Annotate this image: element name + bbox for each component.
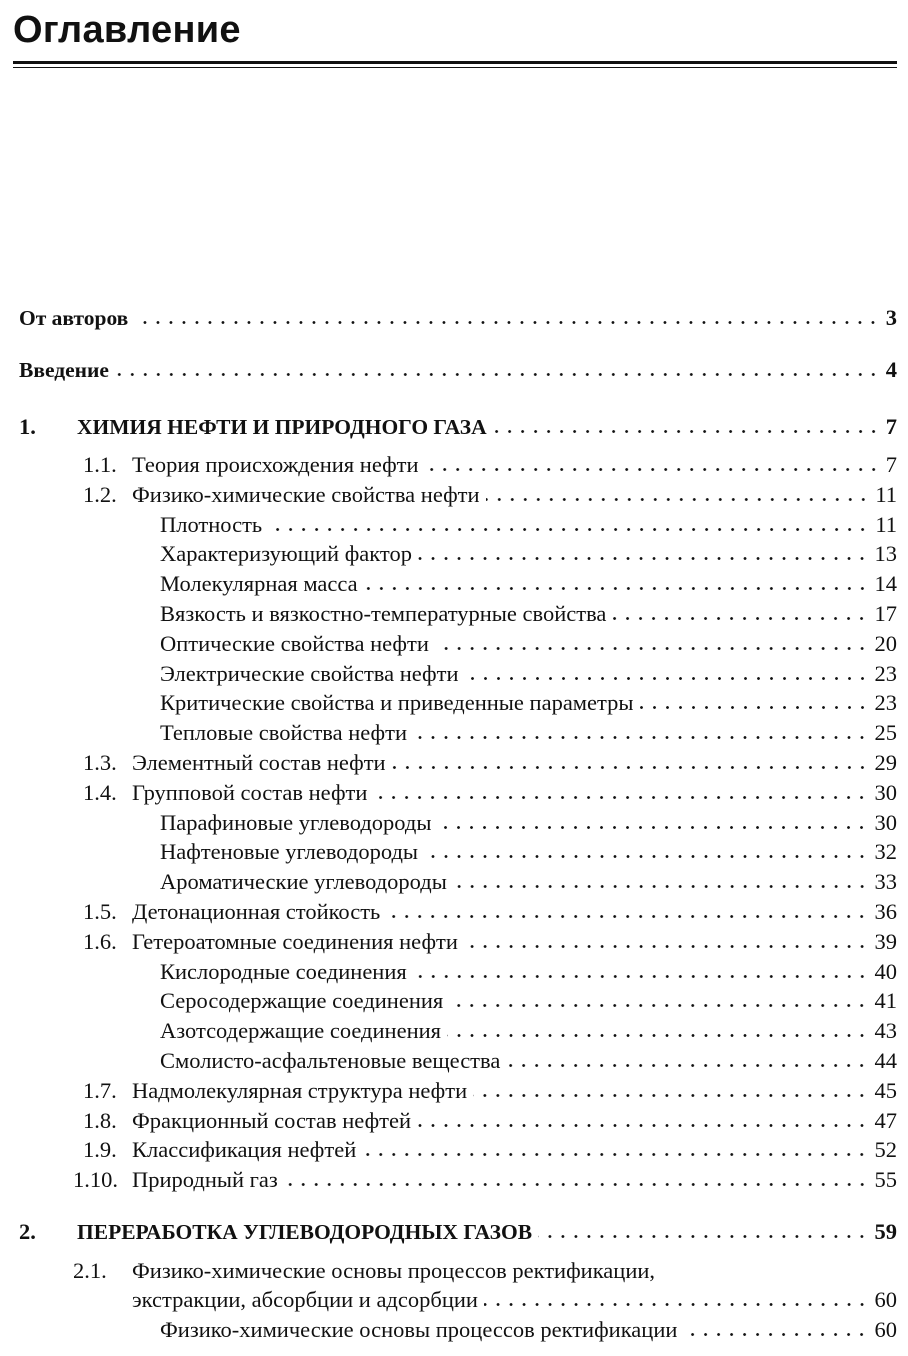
dot-leader <box>465 676 869 681</box>
toc-entry-page: 55 <box>874 1167 897 1192</box>
dot-leader <box>612 616 868 621</box>
dot-leader <box>413 735 868 740</box>
toc-section-1-5[interactable] <box>83 897 897 927</box>
toc-entry-text: Элементный состав нефти <box>132 750 386 775</box>
toc-entry-number: 1.1. <box>83 452 117 477</box>
toc-entry-number: 2.1. <box>73 1258 107 1283</box>
dot-leader <box>134 320 879 325</box>
dot-leader <box>447 1033 869 1038</box>
dot-leader <box>373 795 868 800</box>
dot-leader <box>453 884 869 889</box>
toc-entry-text: Серосодержащие соединения <box>160 988 444 1013</box>
toc-subentry[interactable] <box>160 808 897 838</box>
toc-entry-text: Кислородные соединения <box>160 959 407 984</box>
toc-entry-page: 45 <box>874 1078 897 1103</box>
toc-entry-number: 1.5. <box>83 899 117 924</box>
toc-entry-number: 1.2. <box>83 482 117 507</box>
toc-entry-page: 44 <box>874 1048 897 1073</box>
toc-entry-text: Оптические свойства нефти <box>160 631 429 656</box>
toc-entry-text: Нафтеновые углеводороды <box>160 839 419 864</box>
toc-entry-text: Теория происхождения нефти <box>132 452 419 477</box>
toc-entry-page: 7 <box>885 452 897 477</box>
toc-entry-page: 11 <box>875 512 897 537</box>
toc-subentry[interactable] <box>160 629 897 659</box>
toc-subentry[interactable] <box>160 718 897 748</box>
toc-entry-page: 41 <box>874 988 897 1013</box>
toc-entry-text: экстракции, абсорбции и адсорбции <box>132 1287 478 1312</box>
dot-leader <box>392 765 869 770</box>
toc-subentry[interactable] <box>160 569 897 599</box>
dot-leader <box>413 974 869 979</box>
toc-entry-2-1-line1[interactable] <box>73 1256 897 1286</box>
toc-entry-text: Молекулярная масса <box>160 571 358 596</box>
toc-entry-number: 1.3. <box>83 750 117 775</box>
dot-leader <box>486 497 870 502</box>
dot-leader <box>417 1123 868 1128</box>
toc-entry-text: Классификация нефтей <box>132 1137 357 1162</box>
toc-entry-page: 3 <box>885 305 897 330</box>
chapter-title: ХИМИЯ НЕФТИ И ПРИРОДНОГО ГАЗА <box>77 415 487 439</box>
dot-leader <box>268 527 869 532</box>
toc-entry-page: 43 <box>874 1018 897 1043</box>
toc-chapter-2[interactable] <box>19 1217 897 1247</box>
toc-entry-page: 11 <box>875 482 897 507</box>
dot-leader <box>424 854 868 859</box>
toc-entry-text: Фракционный состав нефтей <box>132 1108 412 1133</box>
dot-leader <box>538 1234 868 1239</box>
chapter-title: ПЕРЕРАБОТКА УГЛЕВОДОРОДНЫХ ГАЗОВ <box>77 1220 533 1244</box>
toc-entry-page: 13 <box>874 541 897 566</box>
toc-entry-number: 1.4. <box>83 780 117 805</box>
toc-entry-text: Электрические свойства нефти <box>160 661 459 686</box>
toc-subentry[interactable] <box>160 867 897 897</box>
toc-subentry[interactable] <box>160 539 897 569</box>
dot-leader <box>464 944 869 949</box>
toc-subentry[interactable] <box>160 510 897 540</box>
toc-entry-page: 14 <box>874 571 897 596</box>
toc-entry-page: 33 <box>874 869 897 894</box>
dot-leader <box>506 1063 868 1068</box>
toc-subentry-2-1-a[interactable] <box>160 1315 897 1345</box>
toc-entry-number: 1.6. <box>83 929 117 954</box>
toc-entry-page: 36 <box>874 899 897 924</box>
dot-leader <box>425 467 880 472</box>
toc-section-1-1[interactable] <box>83 450 897 480</box>
toc-entry-page: 20 <box>874 631 897 656</box>
dot-leader <box>418 556 869 561</box>
toc-entry-page: 25 <box>874 720 897 745</box>
toc-entry-page: 23 <box>874 690 897 715</box>
toc-subentry[interactable] <box>160 1016 897 1046</box>
toc-entry-number: 1.8. <box>83 1108 117 1133</box>
toc-subentry[interactable] <box>160 986 897 1016</box>
dot-leader <box>437 825 868 830</box>
dot-leader <box>362 1152 868 1157</box>
toc-entry-number: 1.7. <box>83 1078 117 1103</box>
toc-entry-text: Групповой состав нефти <box>132 780 368 805</box>
toc-entry-page: 60 <box>874 1287 897 1312</box>
toc-entry-page: 4 <box>885 357 897 382</box>
toc-chapter-1[interactable] <box>19 412 897 442</box>
toc-entry-text: Ароматические углеводороды <box>160 869 447 894</box>
toc-entry-text: Критические свойства и приведенные параметры <box>160 690 634 715</box>
toc-entry-page: 30 <box>874 780 897 805</box>
toc-entry-text: Физико-химические свойства нефти <box>132 482 480 507</box>
toc-entry-page: 47 <box>874 1108 897 1133</box>
toc-entry-page: 29 <box>874 750 897 775</box>
toc-subentry[interactable] <box>160 1046 897 1076</box>
toc-entry-page: 39 <box>874 929 897 954</box>
dot-leader <box>435 646 869 651</box>
dot-leader <box>493 429 880 434</box>
toc-entry-text: Характеризующий фактор <box>160 541 412 566</box>
toc-entry-text: Физико-химические основы процессов ректификации, <box>132 1258 656 1283</box>
toc-entry-2-1-line2[interactable] <box>132 1285 897 1315</box>
dot-leader <box>683 1332 868 1337</box>
dot-leader <box>449 1003 868 1008</box>
toc-subentry[interactable] <box>160 599 897 629</box>
toc-entry-text: Введение <box>19 358 109 382</box>
toc-subentry[interactable] <box>160 659 897 689</box>
toc-entry-page: 52 <box>874 1137 897 1162</box>
toc-section-1-4[interactable] <box>83 778 897 808</box>
chapter-number: 2. <box>19 1219 36 1244</box>
toc-section-1-3[interactable] <box>83 748 897 778</box>
dot-leader <box>473 1093 868 1098</box>
toc-section-1-2[interactable] <box>83 480 897 510</box>
toc-subentry[interactable] <box>160 957 897 987</box>
toc-entry-text: Азотсодержащие соединения <box>160 1018 441 1043</box>
page-title: Оглавление <box>13 9 241 51</box>
toc-entry-page: 23 <box>874 661 897 686</box>
toc-entry-page: 60 <box>874 1317 897 1342</box>
toc-section-1-8[interactable] <box>83 1106 897 1136</box>
toc-entry-number: 1.9. <box>83 1137 117 1162</box>
toc-entry-text: Вязкость и вязкостно-температурные свойства <box>160 601 607 626</box>
toc-entry-number: 1.10. <box>73 1167 118 1192</box>
chapter-number: 1. <box>19 414 36 439</box>
toc-entry-page: 32 <box>874 839 897 864</box>
toc-entry-text: Детонационная стойкость <box>132 899 381 924</box>
chapter-page: 7 <box>885 414 897 439</box>
toc-entry-text: Надмолекулярная структура нефти <box>132 1078 468 1103</box>
toc-subentry[interactable] <box>160 688 897 718</box>
toc-entry-from-authors[interactable] <box>19 303 897 333</box>
toc-entry-text: Гетероатомные соединения нефти <box>132 929 458 954</box>
toc-section-1-9[interactable] <box>83 1135 897 1165</box>
toc-section-1-6[interactable] <box>83 927 897 957</box>
chapter-page: 59 <box>874 1219 897 1244</box>
toc-entry-text: Плотность <box>160 512 263 537</box>
toc-entry-intro[interactable] <box>19 355 897 385</box>
toc-entry-page: 30 <box>874 810 897 835</box>
toc-subentry[interactable] <box>160 837 897 867</box>
toc-entry-text: Физико-химические основы процессов ректификации <box>160 1317 678 1342</box>
dot-leader <box>364 586 869 591</box>
dot-leader <box>386 914 868 919</box>
dot-leader <box>640 705 869 710</box>
toc-entry-page: 17 <box>874 601 897 626</box>
toc-entry-text: От авторов <box>19 306 129 330</box>
toc-section-1-10[interactable] <box>73 1165 897 1195</box>
dot-leader <box>484 1302 869 1307</box>
dot-leader <box>284 1182 869 1187</box>
toc-entry-text: Природный газ <box>132 1167 278 1192</box>
toc-entry-page: 40 <box>874 959 897 984</box>
toc-entry-text: Тепловые свойства нефти <box>160 720 408 745</box>
toc-section-1-7[interactable] <box>83 1076 897 1106</box>
toc-entry-text: Парафиновые углеводороды <box>160 810 432 835</box>
dot-leader <box>115 372 880 377</box>
toc-entry-text: Смолисто-асфальтеновые вещества <box>160 1048 501 1073</box>
